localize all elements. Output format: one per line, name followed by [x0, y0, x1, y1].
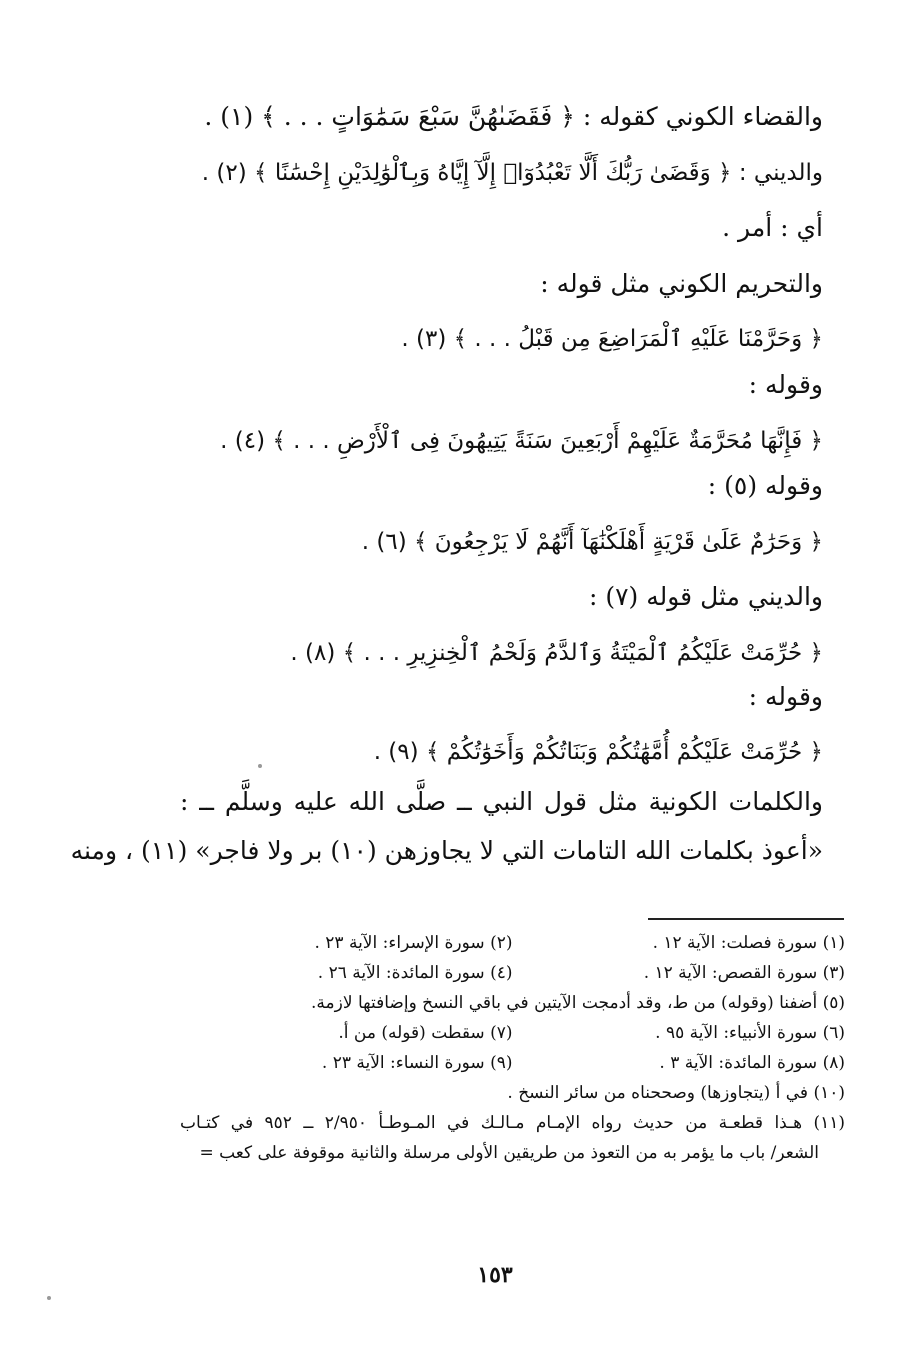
text-line: وقوله (٥) :	[707, 471, 823, 501]
footnote: (٩) سورة النساء: الآية ٢٣ .	[321, 1053, 513, 1073]
text-line: أي : أمر .	[722, 213, 823, 243]
scan-speck	[47, 1296, 51, 1300]
footnote: (٧) سقطت (قوله) من أ.	[338, 1023, 513, 1043]
main-text	[70, 100, 823, 890]
text-line: وقوله :	[748, 681, 823, 711]
footnote: (١٠) في أ (يتجاوزها) وصححناه من سائر النسخ .	[507, 1083, 845, 1103]
text-line: «أعوذ بكلمات الله التامات التي لا يجاوزهن (١٠) بر ولا فاجر» (١١) ، ومنه	[70, 836, 823, 866]
footnote-row	[180, 1020, 845, 1050]
footnote-row	[180, 930, 845, 960]
footnote-separator	[648, 918, 844, 920]
text-line: وقوله :	[748, 369, 823, 399]
footnote: (١) سورة فصلت: الآية ١٢ .	[652, 933, 845, 953]
quran-verse-line: ﴿ وَحَرَّمْنَا عَلَيْهِ ٱلْمَرَاضِعَ مِن قَبْلُ . . . ﴾ (٣) .	[401, 326, 823, 353]
text-line: والديني مثل قوله (٧) :	[588, 582, 823, 612]
footnote: (٥) أضفنا (وقوله) من ط، وقد أدمجت الآيتين في باقي النسخ وإضافتها لازمة.	[311, 993, 845, 1013]
footnote-row	[180, 1050, 845, 1080]
page-number: ١٥٣	[477, 1262, 513, 1288]
footnote-row	[180, 960, 845, 990]
text-line: والكلمات الكونية مثل قول النبي ــ صلَّى الله عليه وسلَّم ــ :	[180, 786, 823, 816]
footnote: (٢) سورة الإسراء: الآية ٢٣ .	[314, 933, 513, 953]
quran-verse-line: ﴿ حُرِّمَتْ عَلَيْكُمُ ٱلْمَيْتَةُ وَٱلدَّمُ وَلَحْمُ ٱلْخِنزِيرِ . . . ﴾ (٨) .	[290, 639, 823, 666]
quran-verse-line: والديني : ﴿ وَقَضَىٰ رَبُّكَ أَلَّا تَعْبُدُوٓا۟ إِلَّآ إِيَّاهُ وَبِٱلْوَٰلِدَيْنِ إِحْسَٰنًا ﴾ (٢) .	[201, 159, 823, 186]
quran-verse-line: ﴿ وَحَرَٰمٌ عَلَىٰ قَرْيَةٍ أَهْلَكْنَٰهَآ أَنَّهُمْ لَا يَرْجِعُونَ ﴾ (٦) .	[361, 528, 823, 555]
text-line: والقضاء الكوني كقوله : ﴿ فَقَضَىٰهُنَّ سَبْعَ سَمَٰوَاتٍ . . . ﴾ (١) .	[204, 102, 823, 131]
footnote: (٨) سورة المائدة: الآية ٣ .	[659, 1053, 845, 1073]
footnote: (١١) هـذا قطعـة من حديث رواه الإمـام مـالـك في المـوطـأ ٢/٩٥٠ ــ ٩٥٢ في كتـاب	[180, 1113, 845, 1133]
footnotes	[180, 930, 845, 1170]
footnote: (٣) سورة القصص: الآية ١٢ .	[643, 963, 845, 983]
text-line: والتحريم الكوني مثل قوله :	[540, 268, 823, 298]
scan-speck	[258, 764, 262, 768]
footnote: (٦) سورة الأنبياء: الآية ٩٥ .	[655, 1023, 845, 1043]
quran-verse-line: ﴿ حُرِّمَتْ عَلَيْكُمْ أُمَّهَٰتُكُمْ وَبَنَاتُكُمْ وَأَخَوَٰتُكُمْ ﴾ (٩) .	[373, 739, 823, 766]
quran-verse-line: ﴿ فَإِنَّهَا مُحَرَّمَةٌ عَلَيْهِمْ أَرْبَعِينَ سَنَةً يَتِيهُونَ فِى ٱلْأَرْضِ . . . ﴾ (٤) .	[220, 427, 823, 454]
footnote-continuation: الشعر/ باب ما يؤمر به من التعوذ من طريقين الأولى مرسلة والثانية موقوفة على كعب =	[199, 1143, 819, 1163]
footnote: (٤) سورة المائدة: الآية ٢٦ .	[317, 963, 513, 983]
